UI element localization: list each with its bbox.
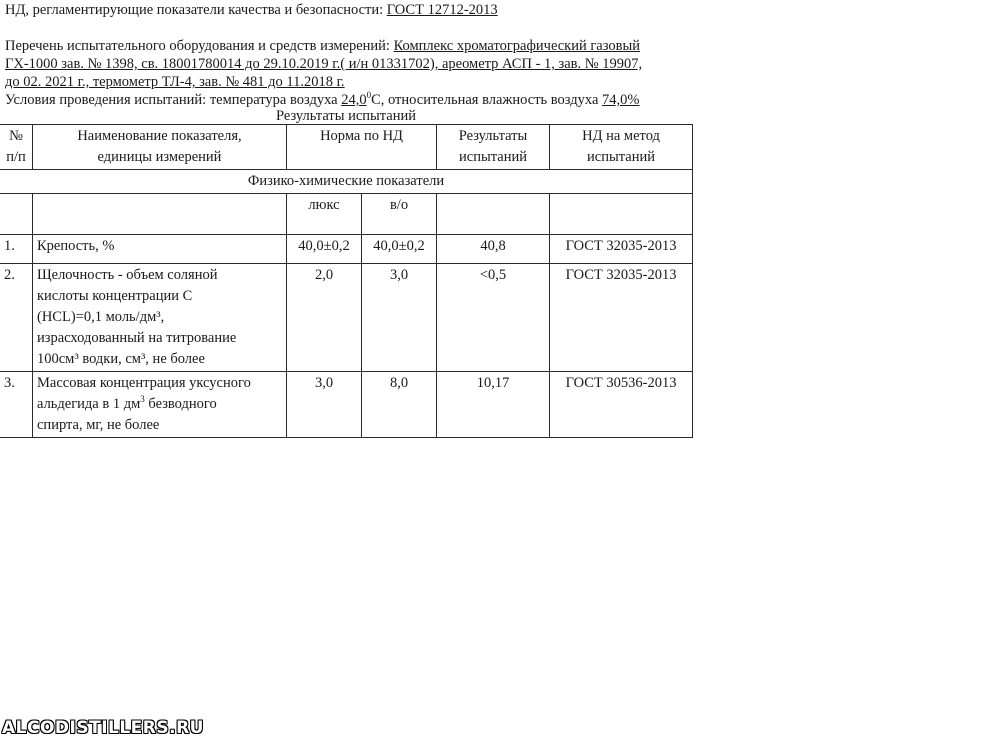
- subheader-lux: люкс: [287, 194, 362, 235]
- row-num: 1.: [0, 235, 33, 264]
- row-name-line3: спирта, мг, не более: [37, 417, 160, 433]
- table-row: [0, 264, 693, 372]
- row-method: ГОСТ 32035-2013: [550, 264, 693, 372]
- results-title: Результаты испытаний: [275, 108, 417, 124]
- equipment-line-1: [5, 37, 640, 55]
- temperature-degree: 0: [366, 90, 372, 101]
- table-header-row: [0, 125, 693, 170]
- temperature-unit: С, относительная влажность воздуха: [371, 92, 603, 108]
- row-name-line2-sup: 3: [140, 394, 145, 405]
- table-row: [0, 235, 693, 264]
- header-method: [550, 125, 693, 170]
- conditions-label: Условия проведения испытаний: температура воздуха: [5, 92, 342, 108]
- row-name-line3: (HCL)=0,1 моль/дм³,: [37, 309, 165, 325]
- equipment-text-1: Комплекс хроматографический газовый: [393, 38, 640, 54]
- row-name-line1: Массовая концентрация уксусного: [37, 375, 251, 391]
- subheader-empty-method: [550, 194, 693, 235]
- header-method-line2: испытаний: [587, 149, 655, 165]
- equipment-line-3: до 02. 2021 г., термометр ТЛ-4, зав. № 481 до 11.2018 г.: [5, 74, 345, 90]
- header-num-line2: п/п: [6, 149, 26, 165]
- row-name: [33, 372, 287, 438]
- header-name: [33, 125, 287, 170]
- header-result: [437, 125, 550, 170]
- row-lux: 3,0: [287, 372, 362, 438]
- row-lux: 2,0: [287, 264, 362, 372]
- header-norm-label: Норма по НД: [320, 128, 403, 144]
- group-row: [0, 170, 693, 194]
- header-result-line1: Результаты: [458, 128, 528, 144]
- normative-docs-label: НД, регламентирующие показатели качества и безопасности:: [5, 2, 387, 18]
- temperature-value: 24,0: [341, 92, 367, 108]
- equipment-line-2: ГХ-1000 зав. № 1398, св. 18001780014 до 29.10.2019 г.( и/н 01331702), ареометр АСП - 1, зав. № 19907,: [5, 56, 643, 72]
- row-name-line5: 100см³ водки, см³, не более: [37, 351, 205, 367]
- row-vo: 3,0: [362, 264, 437, 372]
- normative-docs-line: [5, 1, 498, 19]
- header-name-line1: Наименование показателя,: [77, 128, 242, 144]
- row-num: 2.: [0, 264, 33, 372]
- row-vo: 40,0±0,2: [362, 235, 437, 264]
- header-num-line1: №: [9, 128, 23, 144]
- row-name-line2: кислоты концентрации С: [37, 288, 193, 304]
- humidity-value: 74,0%: [602, 92, 640, 108]
- header-num: [0, 125, 33, 170]
- row-method: ГОСТ 30536-2013: [550, 372, 693, 438]
- group-title: Физико-химические показатели: [0, 170, 693, 194]
- header-result-line2: испытаний: [459, 149, 527, 165]
- row-name-line4: израсходованный на титрование: [37, 330, 237, 346]
- subheader-row: [0, 194, 693, 235]
- row-method: ГОСТ 32035-2013: [550, 235, 693, 264]
- row-num: 3.: [0, 372, 33, 438]
- conditions-line: [5, 91, 639, 109]
- row-name-line2-b: безводного: [144, 396, 217, 412]
- subheader-empty-result: [437, 194, 550, 235]
- header-method-line1: НД на метод: [582, 128, 660, 144]
- results-table: [0, 124, 693, 438]
- row-result: 40,8: [437, 235, 550, 264]
- row-vo: 8,0: [362, 372, 437, 438]
- row-name-line2-a: альдегида в 1 дм: [37, 396, 141, 412]
- row-result: 10,17: [437, 372, 550, 438]
- subheader-empty-num: [0, 194, 33, 235]
- table-row: [0, 372, 693, 438]
- equipment-label: Перечень испытательного оборудования и средств измерений:: [5, 38, 394, 54]
- row-name-line2: [37, 394, 282, 415]
- row-name: [33, 264, 287, 372]
- row-result: <0,5: [437, 264, 550, 372]
- normative-docs-value: ГОСТ 12712-2013: [386, 2, 498, 18]
- header-name-line2: единицы измерений: [97, 149, 222, 165]
- row-lux: 40,0±0,2: [287, 235, 362, 264]
- site-watermark: ALCODISTILLERS.RU: [2, 718, 204, 738]
- subheader-vo: в/о: [362, 194, 437, 235]
- row-name: Крепость, %: [33, 235, 287, 264]
- row-name-line1: Щелочность - объем соляной: [37, 267, 218, 283]
- header-norm: [287, 125, 437, 170]
- subheader-empty-name: [33, 194, 287, 235]
